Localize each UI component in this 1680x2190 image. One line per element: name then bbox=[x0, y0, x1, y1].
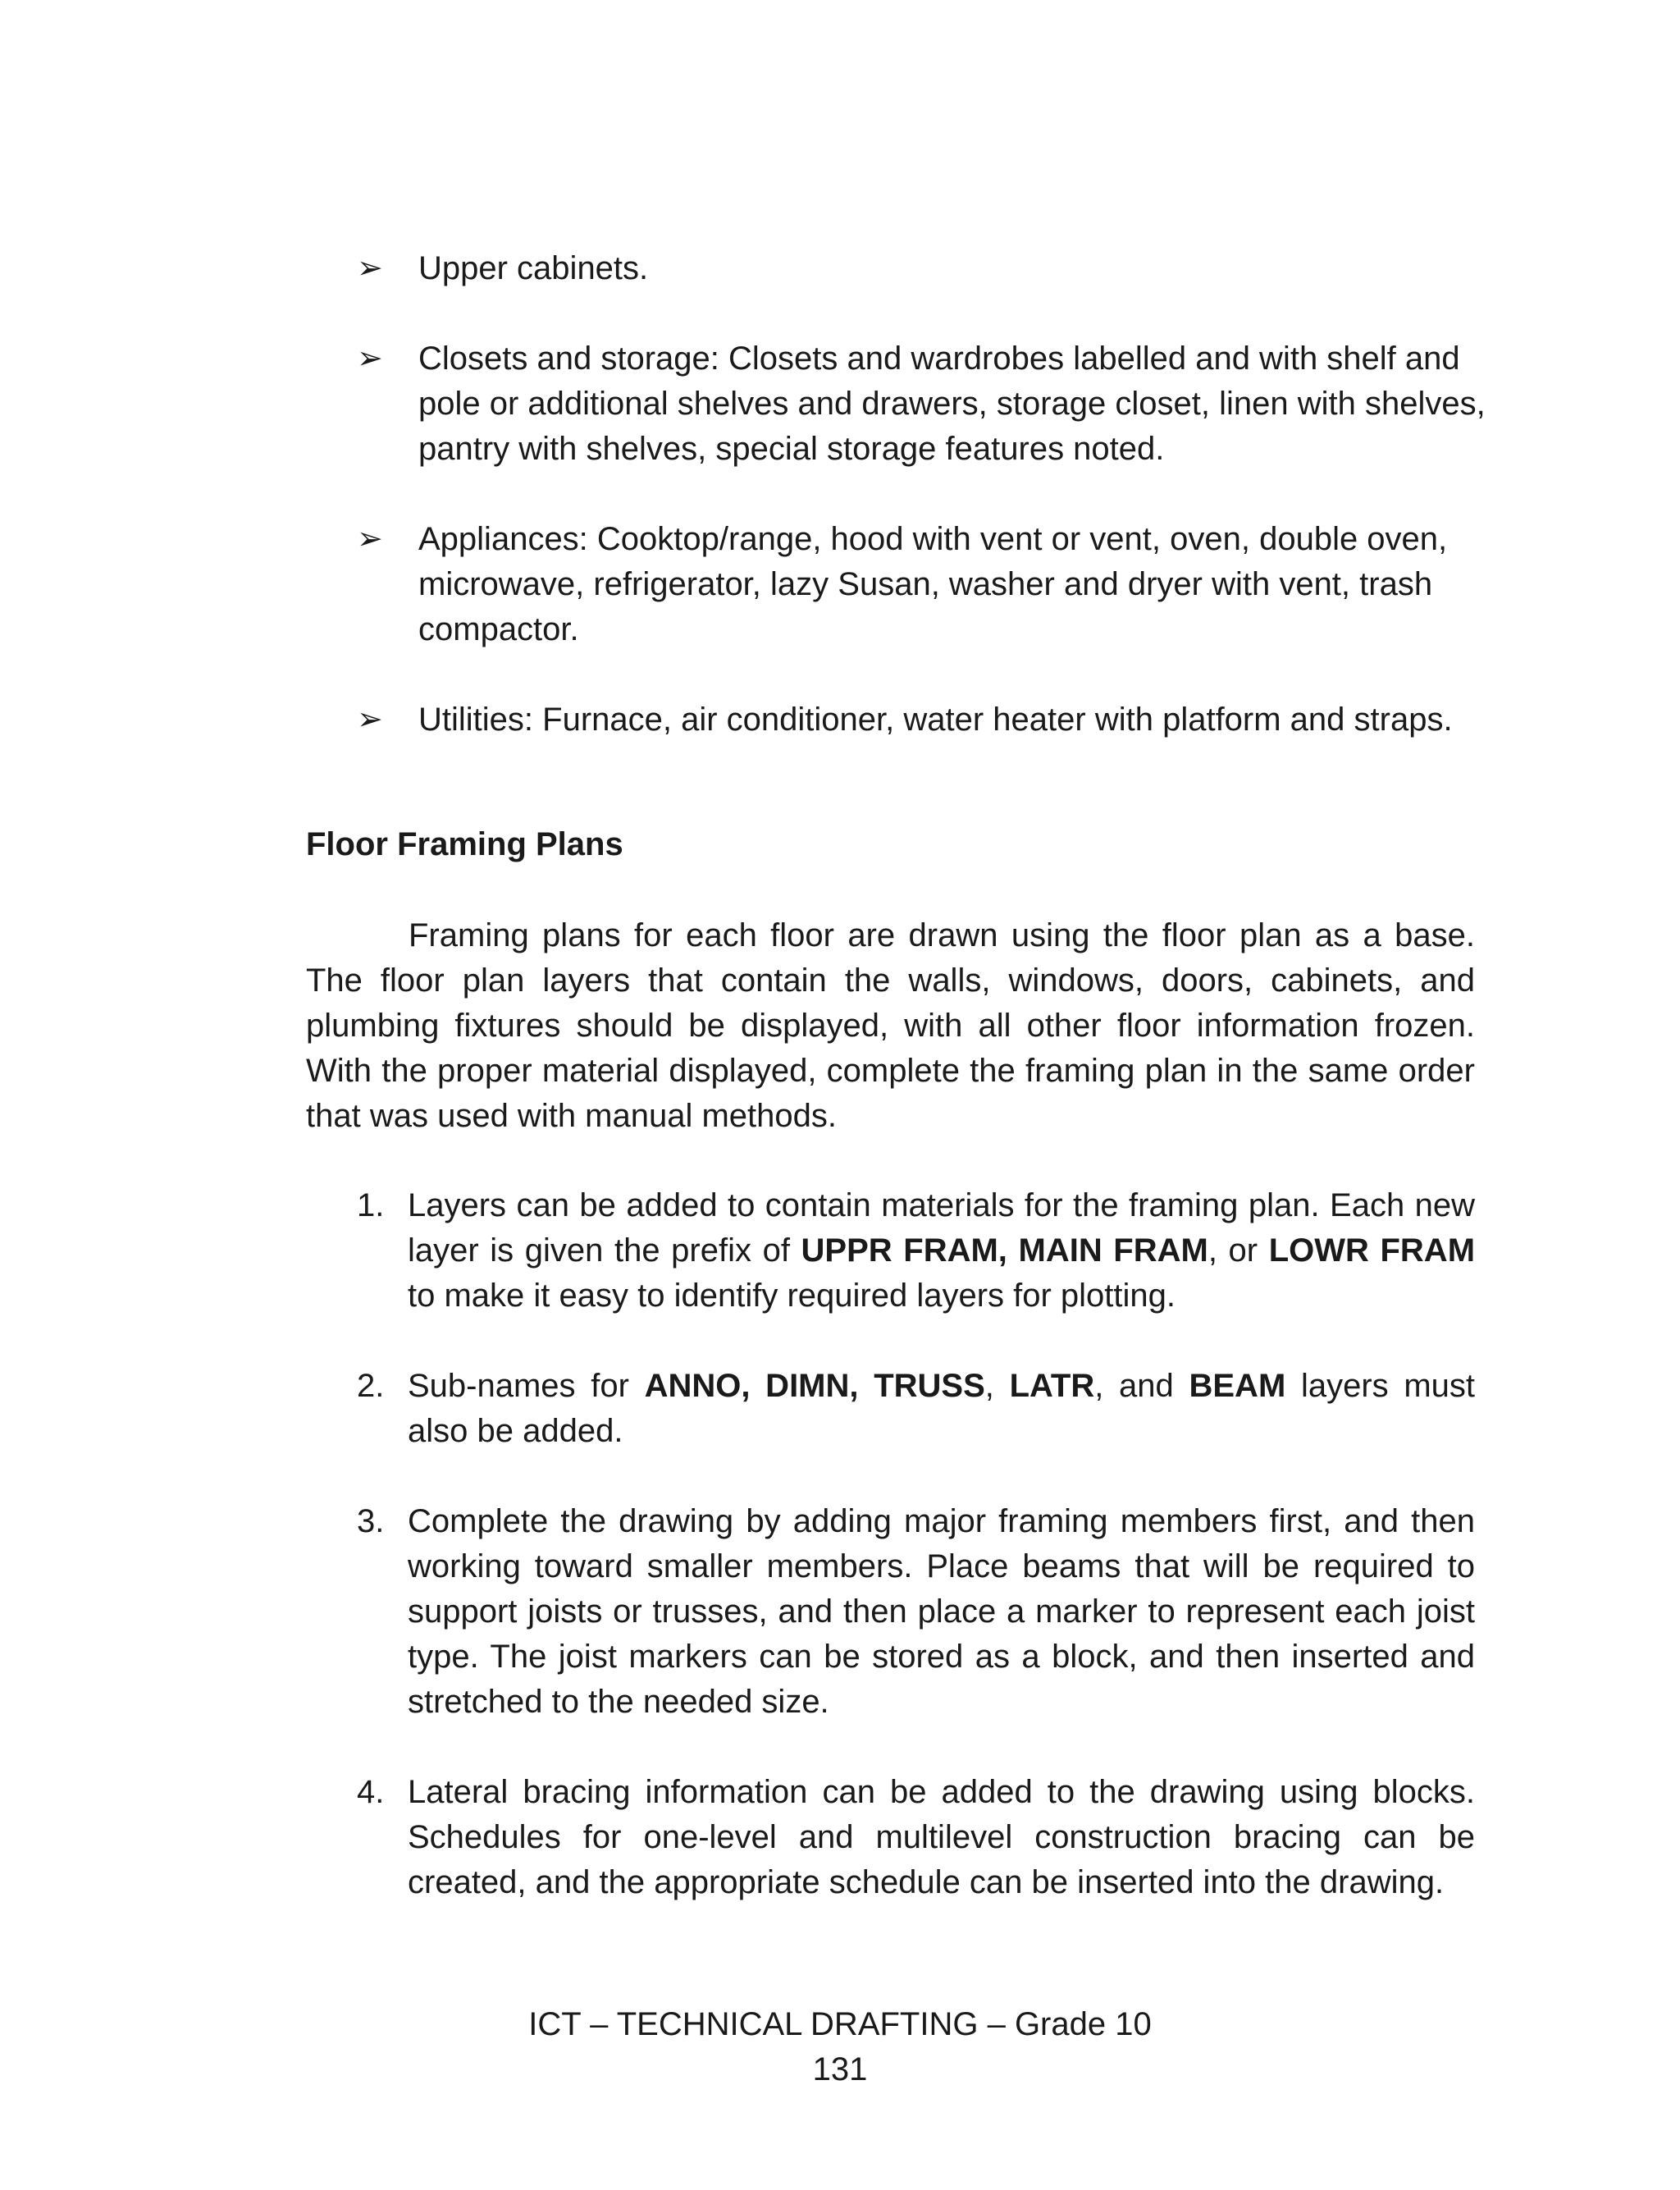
step-number: 4. bbox=[357, 1774, 385, 1810]
layer-subname-bold: ANNO, DIMN, TRUSS bbox=[644, 1368, 985, 1404]
step-number: 3. bbox=[357, 1503, 385, 1539]
step-text-segment: , or bbox=[1208, 1232, 1269, 1269]
section-heading: Floor Framing Plans bbox=[306, 826, 623, 862]
arrow-bullet-icon: ➢ bbox=[357, 341, 383, 376]
step-item bbox=[357, 1499, 1475, 1725]
bullet-list bbox=[357, 246, 1497, 788]
step-item bbox=[357, 1183, 1475, 1319]
page-number: 131 bbox=[812, 2051, 868, 2087]
numbered-steps bbox=[357, 1183, 1475, 1950]
bullet-item bbox=[357, 697, 1497, 743]
step-text bbox=[408, 1364, 1475, 1454]
layer-prefix-bold: LOWR FRAM bbox=[1268, 1232, 1476, 1269]
bullet-text: Closets and storage: Closets and wardrobes labelled and with shelf and pole or additional shelves and drawers, storage closet, linen with shelves, pantry with shelves, special storage features noted. bbox=[418, 341, 1486, 467]
step-item bbox=[357, 1364, 1475, 1454]
footer-title: ICT – TECHNICAL DRAFTING – Grade 10 bbox=[528, 2006, 1152, 2042]
step-text bbox=[408, 1183, 1475, 1319]
step-text-segment: Sub-names for bbox=[408, 1368, 645, 1404]
step-text-segment: layers must also be added. bbox=[408, 1368, 1476, 1449]
layer-subname-bold: BEAM bbox=[1189, 1368, 1286, 1404]
section-paragraph: Framing plans for each floor are drawn using the floor plan as a base. The floor plan layers that contain the walls, windows, doors, cabinets, and plumbing fixtures should be displayed, with all other floor information frozen. With the proper material displayed, complete the framing plan in the same order that was used with manual methods. bbox=[306, 917, 1475, 1134]
step-text: Complete the drawing by adding major framing members first, and then working toward smaller members. Place beams that will be required to support joists or trusses, and then place a marker to represent each joist type. The joist markers can be stored as a block, and then inserted and stretched to the needed size. bbox=[408, 1503, 1475, 1720]
arrow-bullet-icon: ➢ bbox=[357, 522, 383, 556]
step-number: 1. bbox=[357, 1187, 385, 1223]
step-number: 2. bbox=[357, 1368, 385, 1404]
bullet-text: Appliances: Cooktop/range, hood with vent or vent, oven, double oven, microwave, refrigerator, lazy Susan, washer and dryer with vent, trash compactor. bbox=[418, 521, 1448, 647]
bullet-item bbox=[357, 517, 1497, 652]
step-item bbox=[357, 1770, 1475, 1905]
page-footer bbox=[0, 2002, 1680, 2092]
step-text-segment: Layers can be added to contain materials for the framing plan. Each new layer is given the prefix of bbox=[408, 1187, 1475, 1269]
bullet-item bbox=[357, 246, 1497, 291]
arrow-bullet-icon: ➢ bbox=[357, 702, 383, 737]
layer-subname-bold: LATR bbox=[1009, 1368, 1095, 1404]
arrow-bullet-icon: ➢ bbox=[357, 251, 383, 286]
step-text-segment: , bbox=[984, 1368, 1010, 1404]
bullet-text: Upper cabinets. bbox=[418, 250, 649, 286]
step-text: Lateral bracing information can be added to the drawing using blocks. Schedules for one-level and multilevel construction bracing can be created, and the appropriate schedule can be inserted into the drawing. bbox=[408, 1774, 1475, 1900]
layer-prefix-bold: UPPR FRAM, MAIN FRAM bbox=[801, 1232, 1208, 1269]
bullet-item bbox=[357, 336, 1497, 472]
step-text-segment: to make it easy to identify required layers for plotting. bbox=[408, 1278, 1176, 1314]
bullet-text: Utilities: Furnace, air conditioner, water heater with platform and straps. bbox=[418, 702, 1453, 738]
step-text-segment: , and bbox=[1094, 1368, 1189, 1404]
